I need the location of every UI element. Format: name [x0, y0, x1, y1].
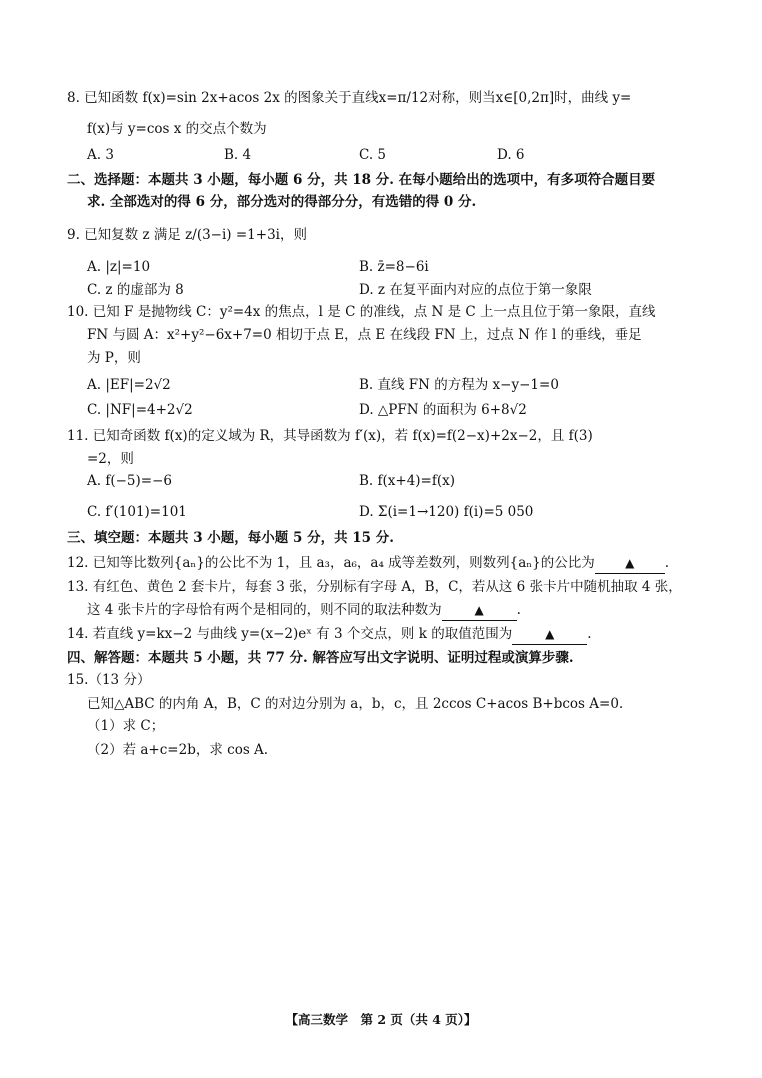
section2-line2: 求. 全部选对的得 6 分，部分选对的得部分分，有选错的得 0 分.	[87, 194, 477, 210]
q8-option-b: B. 4	[224, 147, 252, 163]
q15-part2: （2）若 a+c=2b，求 cos A.	[87, 742, 269, 758]
q12-line: 12. 已知等比数列{aₙ}的公比不为 1，且 a₃，a₆，a₄ 成等差数列，则数列{aₙ}的公比为 ▲ .	[67, 553, 669, 574]
q12-text: 12. 已知等比数列{aₙ}的公比不为 1，且 a₃，a₆，a₄ 成等差数列，则数列{aₙ}的公比为	[67, 555, 595, 571]
q11-option-b: B. f(x+4)=f(x)	[359, 473, 456, 489]
blank-mark-icon: ▲	[625, 556, 635, 570]
q11-option-d: D. Σ(i=1→120) f(i)=5 050	[359, 504, 534, 520]
q10-line3: 为 P，则	[87, 350, 141, 366]
section2-line1: 二、选择题：本题共 3 小题，每小题 6 分，共 18 分. 在每小题给出的选项中，有多项符合题目要	[67, 172, 656, 188]
q10-option-d: D. △PFN 的面积为 6+8√2	[359, 402, 527, 418]
q9-option-a: A. |z|=10	[87, 259, 151, 275]
page-footer: 【高三数学 第 2 页（共 4 页）】	[285, 1012, 477, 1027]
q8-option-c: C. 5	[359, 147, 387, 163]
q9-stem: 9. 已知复数 z 满足 z/(3−i) =1+3i，则	[67, 227, 307, 243]
q9-option-c: C. z 的虚部为 8	[87, 282, 184, 298]
q10-line1: 10. 已知 F 是抛物线 C：y²=4x 的焦点，l 是 C 的准线，点 N 是 C 上一点且位于第一象限，直线	[67, 304, 656, 320]
q13-line2: 这 4 张卡片的字母恰有两个是相同的，则不同的取法种数为 ▲ .	[87, 600, 521, 621]
section4-heading: 四、解答题：本题共 5 小题，共 77 分. 解答应写出文字说明、证明过程或演算步骤.	[67, 650, 574, 666]
q8-line2: f(x)与 y=cos x 的交点个数为	[87, 121, 267, 137]
q11-option-c: C. f′(101)=101	[87, 504, 187, 520]
q9-option-b: B. z̄=8−6i	[359, 259, 429, 275]
q10-option-b: B. 直线 FN 的方程为 x−y−1=0	[359, 377, 559, 393]
q10-option-a: A. |EF|=2√2	[87, 377, 171, 393]
q8-option-a: A. 3	[87, 147, 114, 163]
q11-line2: =2，则	[87, 451, 134, 467]
q15-stem: 已知△ABC 的内角 A，B，C 的对边分别为 a，b，c，且 2ccos C+acos B+bcos A=0.	[87, 696, 624, 712]
q13-answer-blank	[442, 600, 517, 621]
section3-heading: 三、填空题：本题共 3 小题，每小题 5 分，共 15 分.	[67, 530, 394, 546]
blank-mark-icon: ▲	[545, 627, 555, 641]
q10-option-c: C. |NF|=4+2√2	[87, 402, 193, 418]
q13-text: 这 4 张卡片的字母恰有两个是相同的，则不同的取法种数为	[87, 602, 442, 618]
q12-answer-blank	[595, 553, 665, 574]
q13-line1: 13. 有红色、黄色 2 套卡片，每套 3 张，分别标有字母 A，B，C，若从这 6 张卡片中随机抽取 4 张，	[67, 579, 682, 595]
q14-text: 14. 若直线 y=kx−2 与曲线 y=(x−2)eˣ 有 3 个交点，则 k 的取值范围为	[67, 626, 513, 642]
q15-head: 15.（13 分）	[67, 672, 151, 688]
q10-line2: FN 与圆 A：x²+y²−6x+7=0 相切于点 E，点 E 在线段 FN 上，过点 N 作 l 的垂线，垂足	[87, 327, 642, 343]
blank-mark-icon: ▲	[474, 603, 484, 617]
q15-part1: （1）求 C；	[87, 718, 165, 734]
q8-option-d: D. 6	[497, 147, 525, 163]
q14-line: 14. 若直线 y=kx−2 与曲线 y=(x−2)eˣ 有 3 个交点，则 k 的取值范围为 ▲ .	[67, 624, 592, 645]
q11-option-a: A. f(−5)=−6	[87, 473, 172, 489]
q14-answer-blank	[512, 624, 587, 645]
q11-line1: 11. 已知奇函数 f(x)的定义域为 R，其导函数为 f′(x)，若 f(x)=f(2−x)+2x−2，且 f(3)	[67, 428, 593, 444]
q8-line1: 8. 已知函数 f(x)=sin 2x+acos 2x 的图象关于直线x=π/12对称，则当x∈[0,2π]时，曲线 y=	[67, 90, 632, 106]
q9-option-d: D. z 在复平面内对应的点位于第一象限	[359, 282, 592, 298]
